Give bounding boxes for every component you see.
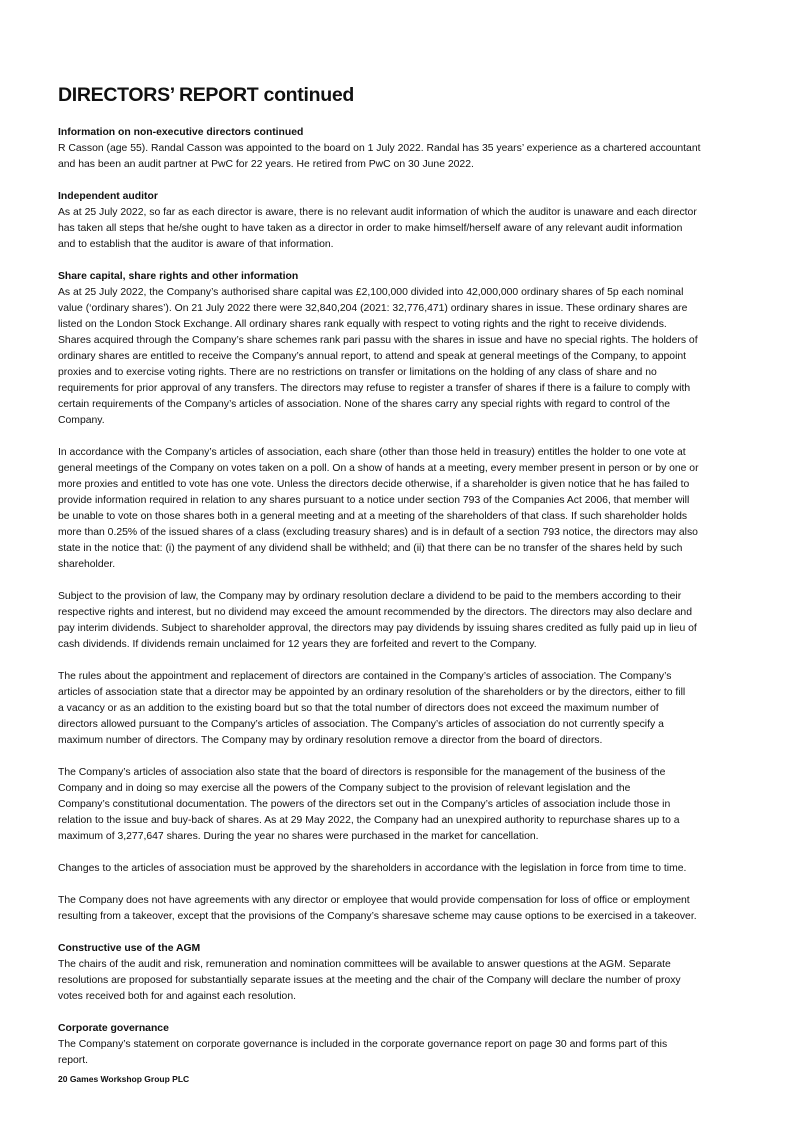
paragraph-line: In accordance with the Company’s articles of association, each share (other than those held in treasury) entitles the holder to one vote at (58, 447, 686, 458)
paragraph-line: cash dividends. If dividends remain unclaimed for 12 years they are forfeited and revert to the Company. (58, 639, 537, 650)
paragraph-line: general meetings of the Company on votes taken on a poll. On a show of hands at a meeting, every member present in person or by one or (58, 463, 699, 474)
paragraph-line: requirements for prior approval of any transfers. The directors may refuse to register a transfer of shares if there is a failure to comply with (58, 383, 691, 394)
paragraph-line: has taken all steps that he/she ought to have taken as a director in order to make himself/herself aware of any relevant audit information (58, 223, 683, 234)
page-title: DIRECTORS’ REPORT continued (58, 84, 354, 106)
paragraph-line: ordinary shares are entitled to receive the Company’s annual report, to attend and speak at general meetings of the Company, to appoint (58, 351, 687, 362)
paragraph-line: The chairs of the audit and risk, remuneration and nomination committees will be available to answer questions at the AGM. Separate (58, 959, 671, 970)
paragraph-line: be unable to vote on those shares both in a general meeting and at a meeting of the shareholders of that class. If such shareholder holds (58, 511, 688, 522)
paragraph-gap (58, 877, 758, 893)
paragraph-line: a vacancy or as an addition to the existing board but so that the total number of directors does not exceed the maximum number of (58, 703, 659, 714)
paragraph-line: listed on the London Stock Exchange. All ordinary shares rank equally with respect to voting rights and the right to receive dividends. (58, 319, 667, 330)
paragraph-line: and has been an audit partner at PwC for 22 years. He retired from PwC on 30 June 2022. (58, 159, 474, 170)
paragraph-line: Company’s constitutional documentation. The powers of the directors set out in the Company’s articles of association include those in (58, 799, 671, 810)
section-heading: Information on non-executive directors continued (58, 127, 304, 138)
section-heading: Independent auditor (58, 191, 158, 202)
paragraph-line: directors allowed pursuant to the Company’s articles of association. The Company’s articles of association do not currently specify a (58, 719, 664, 730)
paragraph-line: The Company does not have agreements with any director or employee that would provide compensation for loss of office or employment (58, 895, 690, 906)
paragraph-line: The rules about the appointment and replacement of directors are contained in the Company’s articles of association. The Company’s (58, 671, 672, 682)
paragraph-line: As at 25 July 2022, the Company’s authorised share capital was £2,100,000 divided into 42,000,000 ordinary shares of 5p each nominal (58, 287, 684, 298)
report-body (58, 125, 758, 1069)
paragraph-gap (58, 573, 758, 589)
section-heading: Constructive use of the AGM (58, 943, 201, 954)
section-gap (58, 253, 758, 269)
paragraph-line: shareholder. (58, 559, 116, 570)
paragraph-line: articles of association state that a director may be appointed by an ordinary resolution of the shareholders or by the directors, either to fill (58, 687, 686, 698)
paragraph-line: resolutions are proposed for substantially separate issues at the meeting and the chair of the Company will declare the number of proxy (58, 975, 681, 986)
paragraph-line: certain requirements of the Company’s articles of association. None of the shares carry any special rights with regard to control of the (58, 399, 671, 410)
paragraph-line: Subject to the provision of law, the Company may by ordinary resolution declare a dividend to be paid to the members according to their (58, 591, 682, 602)
section-gap (58, 173, 758, 189)
paragraph-line: Company. (58, 415, 105, 426)
paragraph-line: more proxies and entitled to vote has one vote. Unless the directors decide otherwise, if a shareholder is given notice that he has failed to (58, 479, 690, 490)
paragraph-line: maximum of 3,277,647 shares. During the year no shares were purchased in the market for cancellation. (58, 831, 539, 842)
section-gap (58, 1005, 758, 1021)
paragraph-line: The Company’s statement on corporate governance is included in the corporate governance report on page 30 and forms part of this (58, 1039, 668, 1050)
paragraph-line: R Casson (age 55). Randal Casson was appointed to the board on 1 July 2022. Randal has 35 years’ experience as a chartered accountant (58, 143, 701, 154)
paragraph-gap (58, 429, 758, 445)
paragraph-line: pay interim dividends. Subject to shareholder approval, the directors may pay dividends by issuing shares credited as fully paid up in lieu of (58, 623, 697, 634)
paragraph-gap (58, 749, 758, 765)
section-gap (58, 925, 758, 941)
paragraph-gap (58, 653, 758, 669)
paragraph-line: The Company’s articles of association also state that the board of directors is responsible for the management of the business of the (58, 767, 666, 778)
paragraph-line: maximum number of directors. The Company may by ordinary resolution remove a director from the board of directors. (58, 735, 603, 746)
paragraph-line: proxies and to exercise voting rights. There are no restrictions on transfer or limitations on the holding of any class of share and no (58, 367, 657, 378)
paragraph-line: value (‘ordinary shares’). On 21 July 2022 there were 32,840,204 (2021: 32,776,471) ordinary shares in issue. These ordinary shares are (58, 303, 688, 314)
paragraph-line: respective rights and interest, but no dividend may exceed the amount recommended by the directors. The directors may also declare and (58, 607, 692, 618)
paragraph-line: As at 25 July 2022, so far as each director is aware, there is no relevant audit information of which the auditor is unaware and each director (58, 207, 697, 218)
paragraph-line: votes received both for and against each resolution. (58, 991, 296, 1002)
section-heading: Share capital, share rights and other information (58, 271, 299, 282)
page-footer: 20 Games Workshop Group PLC (58, 1074, 190, 1084)
paragraph-gap (58, 845, 758, 861)
paragraph-line: Changes to the articles of association must be approved by the shareholders in accordance with the legislation in force from time to time. (58, 863, 687, 874)
section-heading: Corporate governance (58, 1023, 169, 1034)
paragraph-line: and to establish that the auditor is aware of that information. (58, 239, 334, 250)
paragraph-line: state in the notice that: (i) the payment of any dividend shall be withheld; and (ii) that there can be no transfer of the shares held by such (58, 543, 683, 554)
paragraph-line: resulting from a takeover, except that the provisions of the Company’s sharesave scheme may cause options to be exercised in a takeover. (58, 911, 697, 922)
paragraph-line: provide information required in relation to any shares pursuant to a notice under section 793 of the Companies Act 2006, that member will (58, 495, 690, 506)
paragraph-line: more than 0.25% of the issued shares of a class (excluding treasury shares) and is in default of a section 793 notice, the directors may also (58, 527, 698, 538)
paragraph-line: report. (58, 1055, 89, 1066)
paragraph-line: Company and in doing so may exercise all the powers of the Company subject to the provision of relevant legislation and the (58, 783, 631, 794)
paragraph-line: relation to the issue and buy-back of shares. As at 29 May 2022, the Company had an unexpired authority to repurchase shares up to a (58, 815, 680, 826)
paragraph-line: Shares acquired through the Company’s share schemes rank pari passu with the shares in issue and have no special rights. The holders of (58, 335, 698, 346)
